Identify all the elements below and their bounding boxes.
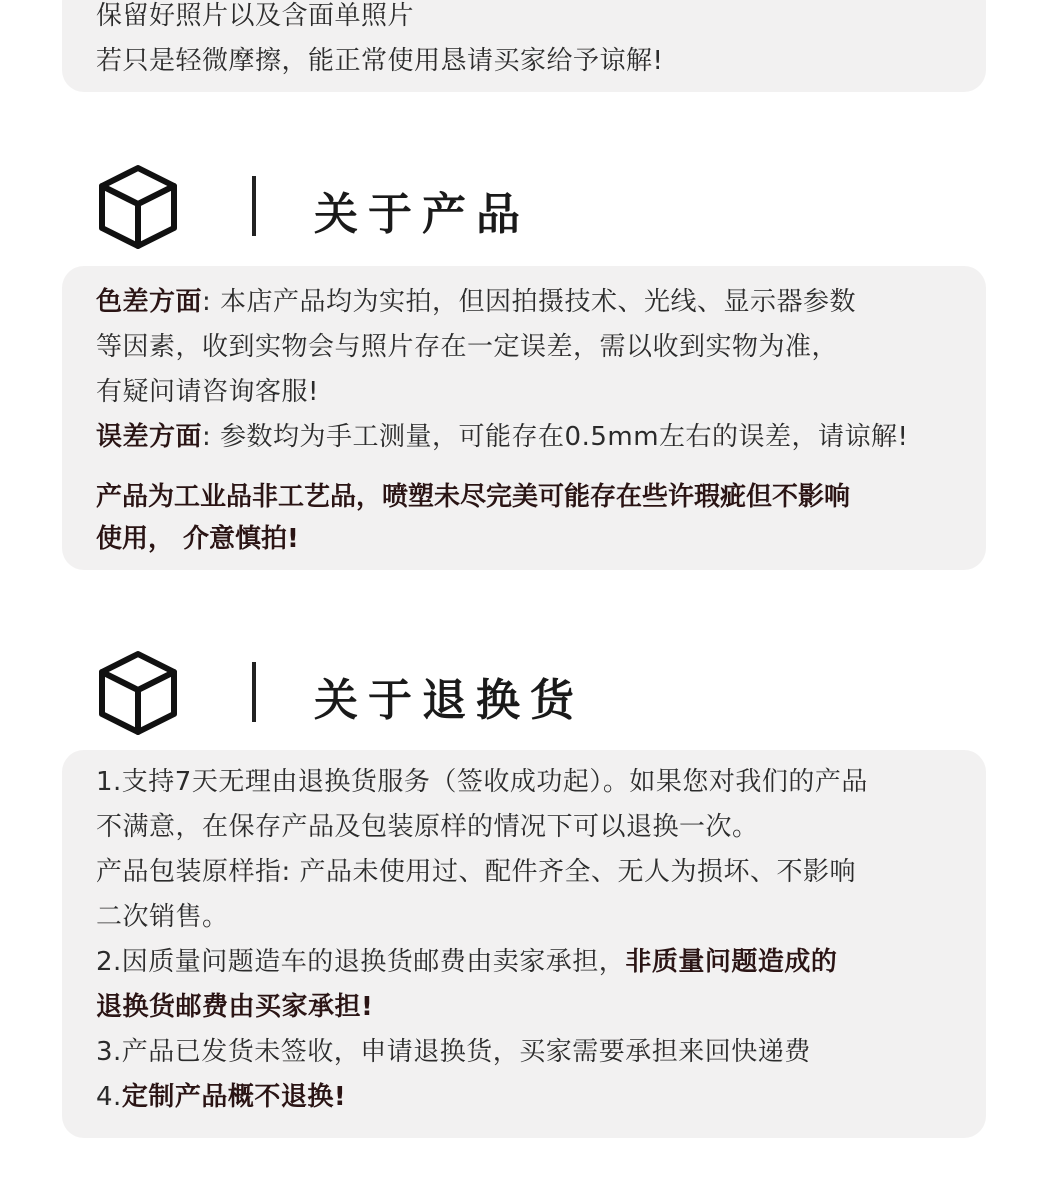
text-line: 产品包装原样指: 产品未使用过、配件齐全、无人为损坏、不影响: [96, 857, 857, 887]
text-line: 若只是轻微摩擦，能正常使用恳请买家给予谅解!: [96, 46, 664, 76]
box-icon: [98, 164, 178, 250]
box-icon: [98, 650, 178, 736]
shipping-fee-bold: 非质量问题造成的: [625, 947, 838, 977]
section-header-product: [98, 164, 898, 254]
color-diff-line: [96, 280, 966, 325]
header-divider: [252, 662, 256, 722]
color-diff-label: 色差方面: [96, 287, 203, 317]
header-divider: [252, 176, 256, 236]
section-title: 关于退换货: [314, 675, 584, 726]
custom-product-prefix: 4.: [96, 1082, 122, 1112]
text-line: 1.支持7天无理由退换货服务（签收成功起）。如果您对我们的产品: [96, 767, 868, 797]
section-title: 关于产品: [314, 189, 530, 240]
shipping-fee-bold-line: 退换货邮费由买家承担!: [96, 992, 374, 1022]
return-policy-card: [62, 750, 986, 1138]
industrial-note: 使用， 介意慎拍!: [96, 524, 299, 554]
text-line: 3.产品已发货未签收，申请退换货，买家需要承担来回快递费: [96, 1037, 811, 1067]
text-line: 保留好照片以及含面单照片: [96, 1, 415, 31]
text-line: 不满意，在保存产品及包装原样的情况下可以退换一次。: [96, 812, 759, 842]
error-line: [96, 415, 966, 460]
product-info-card: [62, 266, 986, 570]
error-text: : 参数均为手工测量，可能存在0.5mm左右的误差，请谅解!: [202, 422, 909, 452]
shipping-fee-text: 2.因质量问题造车的退换货邮费由卖家承担，: [96, 947, 626, 977]
text-line: 有疑问请咨询客服!: [96, 377, 319, 407]
custom-product-line: [96, 1075, 966, 1120]
text-line: 二次销售。: [96, 902, 229, 932]
text-line: 等因素，收到实物会与照片存在一定误差，需以收到实物为准，: [96, 332, 839, 362]
shipping-fee-line: [96, 940, 966, 985]
policy-card-top: [62, 0, 986, 92]
error-label: 误差方面: [96, 422, 203, 452]
industrial-note: 产品为工业品非工艺品，喷塑未尽完美可能存在些许瑕疵但不影响: [96, 482, 851, 512]
section-header-returns: [98, 650, 898, 740]
custom-product-bold: 定制产品概不退换!: [121, 1082, 347, 1112]
color-diff-text: : 本店产品均为实拍，但因拍摄技术、光线、显示器参数: [202, 287, 857, 317]
